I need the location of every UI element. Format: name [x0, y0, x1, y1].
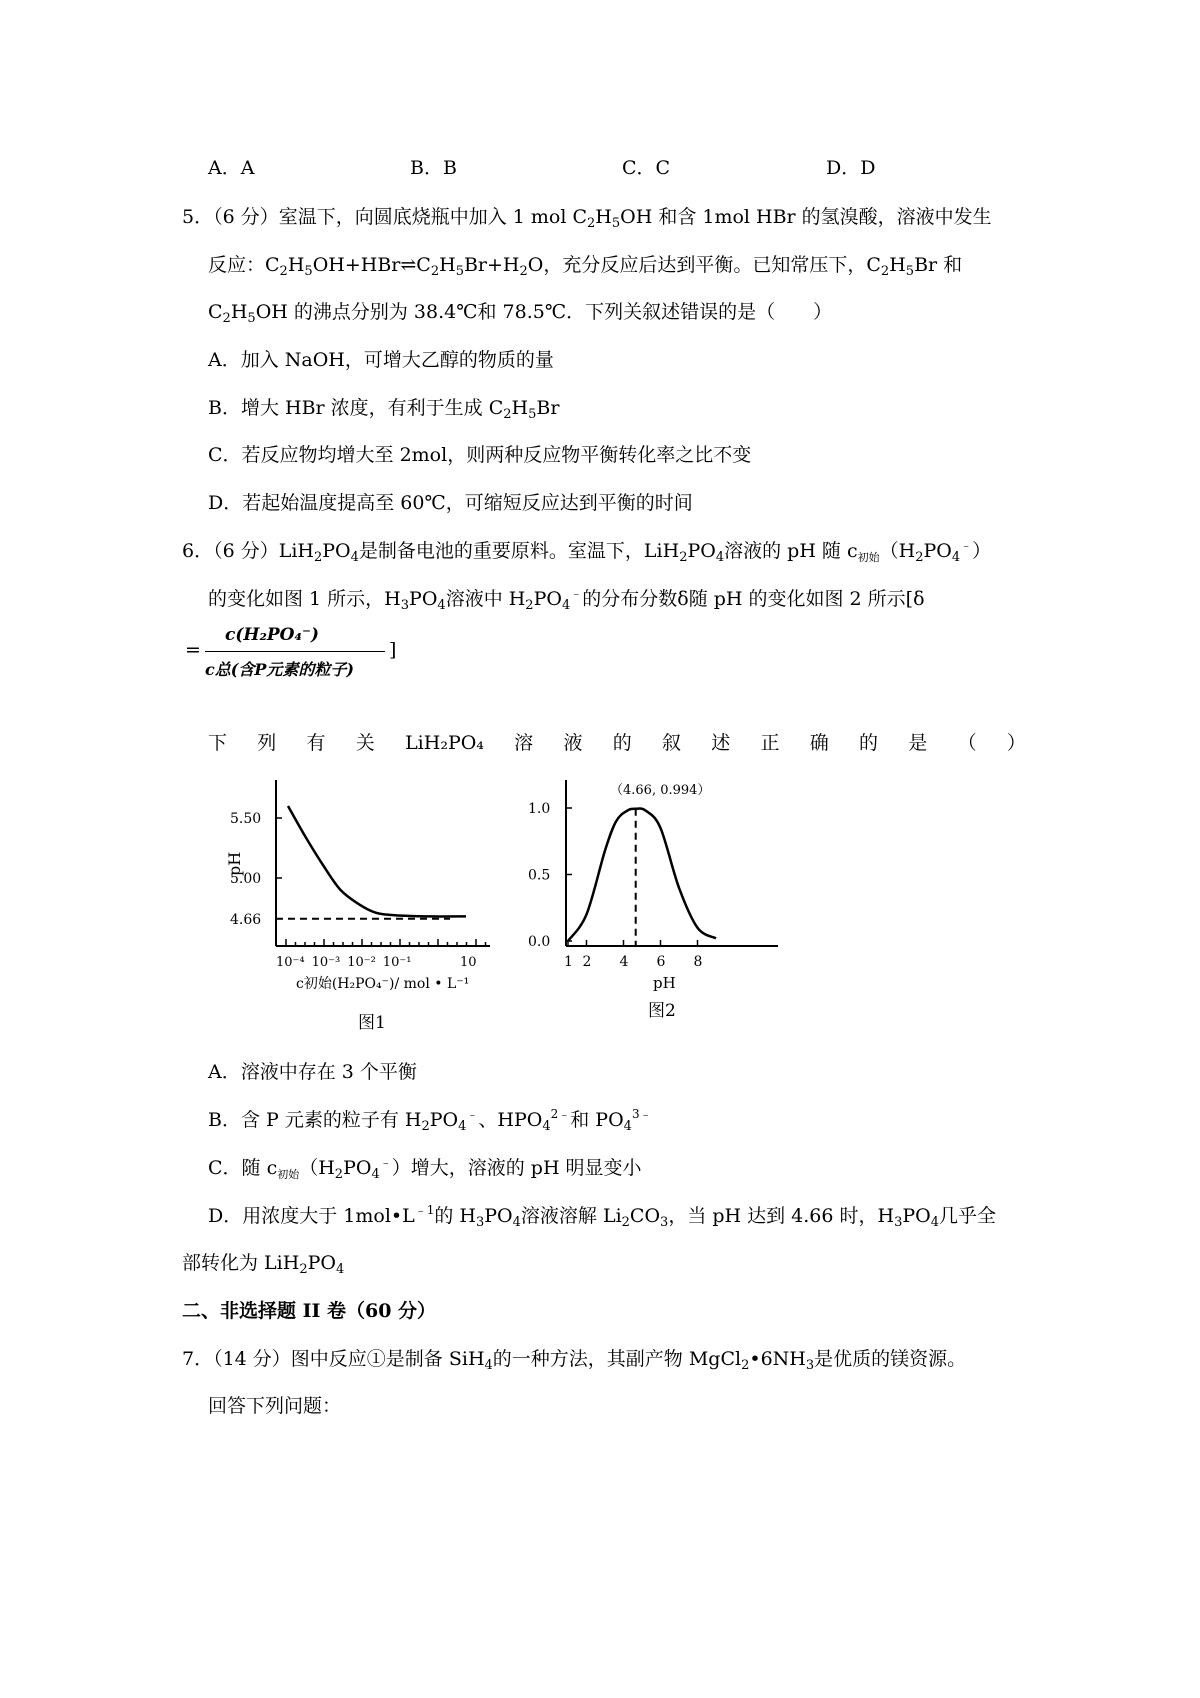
- q6-option-c: C．随 $c_{初始}(H_2PO_4^﹣)$增大，溶液的 pH 明显变小: [208, 1155, 642, 1182]
- q5-option-b: B．增大 HBr 浓度，有利于生成 $C_2H_5Br$: [208, 397, 560, 422]
- q6-stem-line1: 6．（6 分）$LiH_2PO_4$是制备电池的重要原料。室温下，$LiH_2PO_4$溶液的 pH 随 $c_{初始}(H_2PO_4^﹣)$: [182, 538, 992, 565]
- option-d: D．D: [826, 157, 876, 179]
- q7-stem-line2: 回答下列问题：: [208, 1395, 342, 1417]
- figure-2-chart: [528, 778, 788, 1038]
- spread-word: 有: [306, 732, 326, 754]
- fig1-series-line: [288, 806, 466, 916]
- q6-option-d: D．用浓度大于 $1mol•L^{﹣1}$的 $H_3PO_4$溶液溶解 $Li_2CO_3$，当 pH 达到 4.66 时，$H_3PO_4$几乎全: [208, 1203, 997, 1230]
- fig2-ytick-label: 0.5: [528, 867, 551, 884]
- option-a: A．A: [208, 157, 255, 179]
- q6-option-d-cont: 部转化为 $LiH_2PO_4$: [182, 1252, 345, 1277]
- spread-word: LiH₂PO₄: [405, 732, 484, 754]
- fig2-caption: 图2: [648, 1001, 676, 1021]
- q5-option-d: D．若起始温度提高至 60℃，可缩短反应达到平衡的时间: [208, 492, 693, 514]
- fig1-xtick-label: 10⁻²: [347, 955, 376, 970]
- fig1-xtick-label: 10⁻⁴: [276, 955, 305, 970]
- spread-word: 是: [908, 732, 928, 754]
- q5-stem-line1: 5．（6 分）室温下，向圆底烧瓶中加入 1 mol $C_2H_5OH$ 和含 1mol HBr 的氢溴酸，溶液中发生: [182, 206, 992, 231]
- fig1-ylabel: pH: [225, 851, 244, 876]
- spread-word: 下: [208, 732, 228, 754]
- q6-option-b: B．含 P 元素的粒子有 $H_2PO_4^﹣$、$HPO_4^{2﹣}$和 $PO_4^{3﹣}$: [208, 1107, 652, 1134]
- option-b: B．B: [410, 157, 457, 179]
- formula-denominator: c总(含P元素的粒子): [205, 660, 354, 679]
- fig2-xtick-label: 6: [656, 954, 666, 970]
- option-c: C．C: [622, 157, 671, 179]
- fig1-caption: 图1: [358, 1013, 386, 1033]
- spread-word: 的: [859, 732, 879, 754]
- spread-word: 关: [355, 732, 375, 754]
- spread-word: 的: [612, 732, 632, 754]
- q5-stem-line3: $C_2H_5OH$ 的沸点分别为 38.4℃和 78.5℃．下列关叙述错误的是（ ）: [208, 301, 833, 326]
- q6-stem-line2: 的变化如图 1 所示，$H_3PO_4$溶液中 $H_2PO_4^﹣$的分布分数δ随 pH 的变化如图 2 所示[δ: [208, 586, 925, 613]
- spread-word: ）: [1006, 732, 1026, 754]
- q5-option-a: A．加入 NaOH，可增大乙醇的物质的量: [208, 349, 554, 371]
- fig2-ytick-label: 0.0: [528, 934, 551, 950]
- fig2-ytick-label: 1.0: [528, 801, 551, 817]
- spread-word: 确: [809, 732, 829, 754]
- fig1-xtick-label: 10⁻¹: [382, 955, 412, 970]
- q6-stem-line3: [208, 730, 1026, 756]
- formula-numerator: c(H₂PO₄⁻): [225, 625, 319, 645]
- fig2-xlabel: pH: [653, 974, 676, 992]
- fig1-xtick-label: 10: [460, 955, 477, 970]
- section-2-heading: 二、非选择题 II 卷（60 分）: [182, 1300, 437, 1322]
- fig2-xtick-label: 4: [619, 954, 629, 970]
- fig1-xlabel: c初始(H₂PO₄⁻)/ mol • L⁻¹: [296, 976, 470, 992]
- spread-word: （: [957, 732, 977, 754]
- fig2-annotation: （4.66, 0.994）: [610, 783, 711, 798]
- spread-word: 叙: [661, 732, 681, 754]
- spread-word: 述: [711, 732, 731, 754]
- fig1-xtick-label: 10⁻³: [311, 955, 341, 970]
- q7-stem-line1: 7．（14 分）图中反应①是制备 SiH$_4$的一种方法，其副产物 $MgCl_2•6NH_3$是优质的镁资源。: [182, 1348, 967, 1373]
- spread-word: 列: [257, 732, 277, 754]
- fig2-xtick-label: 2: [582, 954, 592, 970]
- fig1-ytick-label: 5.50: [230, 811, 262, 827]
- spread-word: 正: [760, 732, 780, 754]
- figure-1-chart: [225, 778, 528, 1038]
- spread-word: 液: [563, 732, 583, 754]
- fig2-xtick-label: 8: [693, 954, 703, 970]
- fig2-xtick-label: 1: [564, 954, 573, 970]
- q5-stem-line2: 反应：$C_2H_5OH+HBr\rightleftharpoons C_2H_5Br+H_2O$，充分反应后达到平衡。已知常压下，$C_2H_5Br$ 和: [208, 254, 963, 279]
- fig1-ytick-label: 4.66: [230, 911, 262, 928]
- q5-option-c: C．若反应物均增大至 2mol，则两种反应物平衡转化率之比不变: [208, 444, 752, 466]
- spread-word: 溶: [514, 732, 534, 754]
- fig1-ytick-label: 5.00: [230, 871, 262, 887]
- fig2-series-line: [568, 809, 716, 941]
- q6-option-a: A．溶液中存在 3 个平衡: [208, 1061, 417, 1083]
